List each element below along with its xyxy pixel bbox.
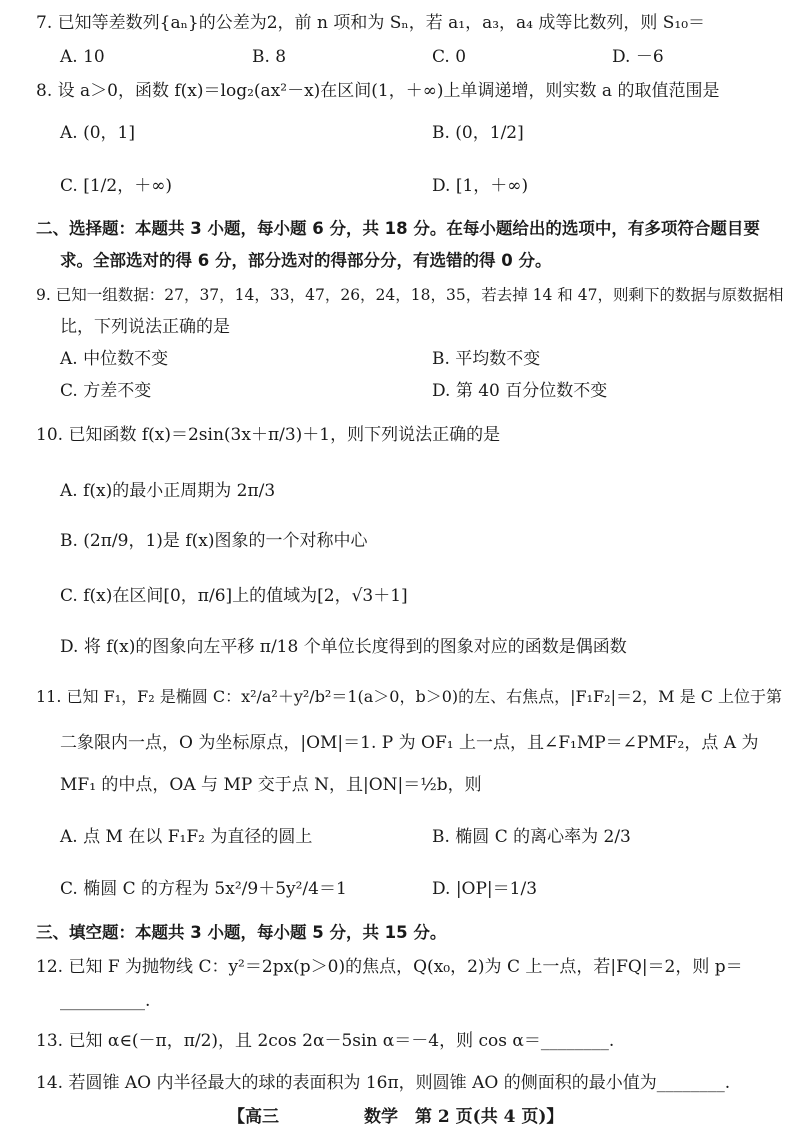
q8-option-a: A. (0，1] — [60, 123, 135, 143]
q8-option-d: D. [1，＋∞) — [432, 176, 529, 196]
q10-option-b: B. (2π/9，1)是 f(x)图象的一个对称中心 — [60, 531, 368, 551]
q7-option-a: A. 10 — [60, 47, 105, 67]
q14-stem: 14. 若圆锥 AO 内半径最大的球的表面积为 16π，则圆锥 AO 的侧面积的最小值为________. — [36, 1073, 731, 1093]
q11-option-d: D. |OP|＝1/3 — [432, 879, 538, 899]
q9-option-c: C. 方差不变 — [60, 381, 152, 401]
q13-stem: 13. 已知 α∈(－π，π/2)，且 2cos 2α－5sin α＝－4，则 cos α＝________. — [36, 1031, 615, 1051]
q7-stem: 7. 已知等差数列{aₙ}的公差为2，前 n 项和为 Sₙ，若 a₁，a₃，a₄ 成等比数列，则 S₁₀＝ — [36, 13, 706, 33]
q10-stem: 10. 已知函数 f(x)＝2sin(3x＋π/3)＋1，则下列说法正确的是 — [36, 425, 501, 445]
q10-option-d: D. 将 f(x)的图象向左平移 π/18 个单位长度得到的图象对应的函数是偶函数 — [60, 637, 627, 657]
q7-option-c: C. 0 — [432, 47, 467, 67]
q9-stem-line1: 9. 已知一组数据：27，37，14，33，47，26，24，18，35，若去掉 14 和 47，则剩下的数据与原数据相 — [36, 286, 784, 304]
q10-option-a: A. f(x)的最小正周期为 2π/3 — [60, 481, 276, 501]
q12-answer-blank: __________. — [60, 991, 151, 1011]
page-footer: 【高三 数学 第 2 页(共 4 页)】 — [228, 1107, 564, 1127]
q8-option-c: C. [1/2，＋∞) — [60, 176, 172, 196]
q8-option-b: B. (0，1/2] — [432, 123, 524, 143]
q9-option-a: A. 中位数不变 — [60, 349, 169, 369]
q9-stem-line2: 比，下列说法正确的是 — [60, 317, 230, 337]
q9-option-b: B. 平均数不变 — [432, 349, 541, 369]
q9-option-d: D. 第 40 百分位数不变 — [432, 381, 608, 401]
section-2-heading-line2: 求。全部选对的得 6 分，部分选对的得部分分，有选错的得 0 分。 — [60, 251, 552, 270]
q11-stem-line1: 11. 已知 F₁，F₂ 是椭圆 C：x²/a²＋y²/b²＝1(a＞0，b＞0)的左、右焦点，|F₁F₂|＝2，M 是 C 上位于第 — [36, 687, 783, 706]
q8-stem: 8. 设 a＞0，函数 f(x)＝log₂(ax²－x)在区间(1，＋∞)上单调递增，则实数 a 的取值范围是 — [36, 81, 720, 101]
q11-stem-line2: 二象限内一点，O 为坐标原点，|OM|＝1. P 为 OF₁ 上一点，且∠F₁MP＝∠PMF₂，点 A 为 — [60, 733, 759, 753]
q7-option-d: D. －6 — [612, 47, 664, 67]
q12-stem-line1: 12. 已知 F 为抛物线 C：y²＝2px(p＞0)的焦点，Q(x₀，2)为 C 上一点，若|FQ|＝2，则 p＝ — [36, 957, 743, 977]
section-3-heading: 三、填空题：本题共 3 小题，每小题 5 分，共 15 分。 — [36, 923, 447, 942]
q10-option-c: C. f(x)在区间[0，π/6]上的值域为[2，√3＋1] — [60, 586, 408, 606]
q11-option-c: C. 椭圆 C 的方程为 5x²/9＋5y²/4＝1 — [60, 879, 347, 899]
q11-option-b: B. 椭圆 C 的离心率为 2/3 — [432, 827, 631, 847]
q11-option-a: A. 点 M 在以 F₁F₂ 为直径的圆上 — [60, 827, 313, 847]
section-2-heading-line1: 二、选择题：本题共 3 小题，每小题 6 分，共 18 分。在每小题给出的选项中，有多项符合题目要 — [36, 219, 760, 238]
q7-option-b: B. 8 — [252, 47, 287, 67]
q11-stem-line3: MF₁ 的中点，OA 与 MP 交于点 N，且|ON|＝½b，则 — [60, 775, 482, 795]
